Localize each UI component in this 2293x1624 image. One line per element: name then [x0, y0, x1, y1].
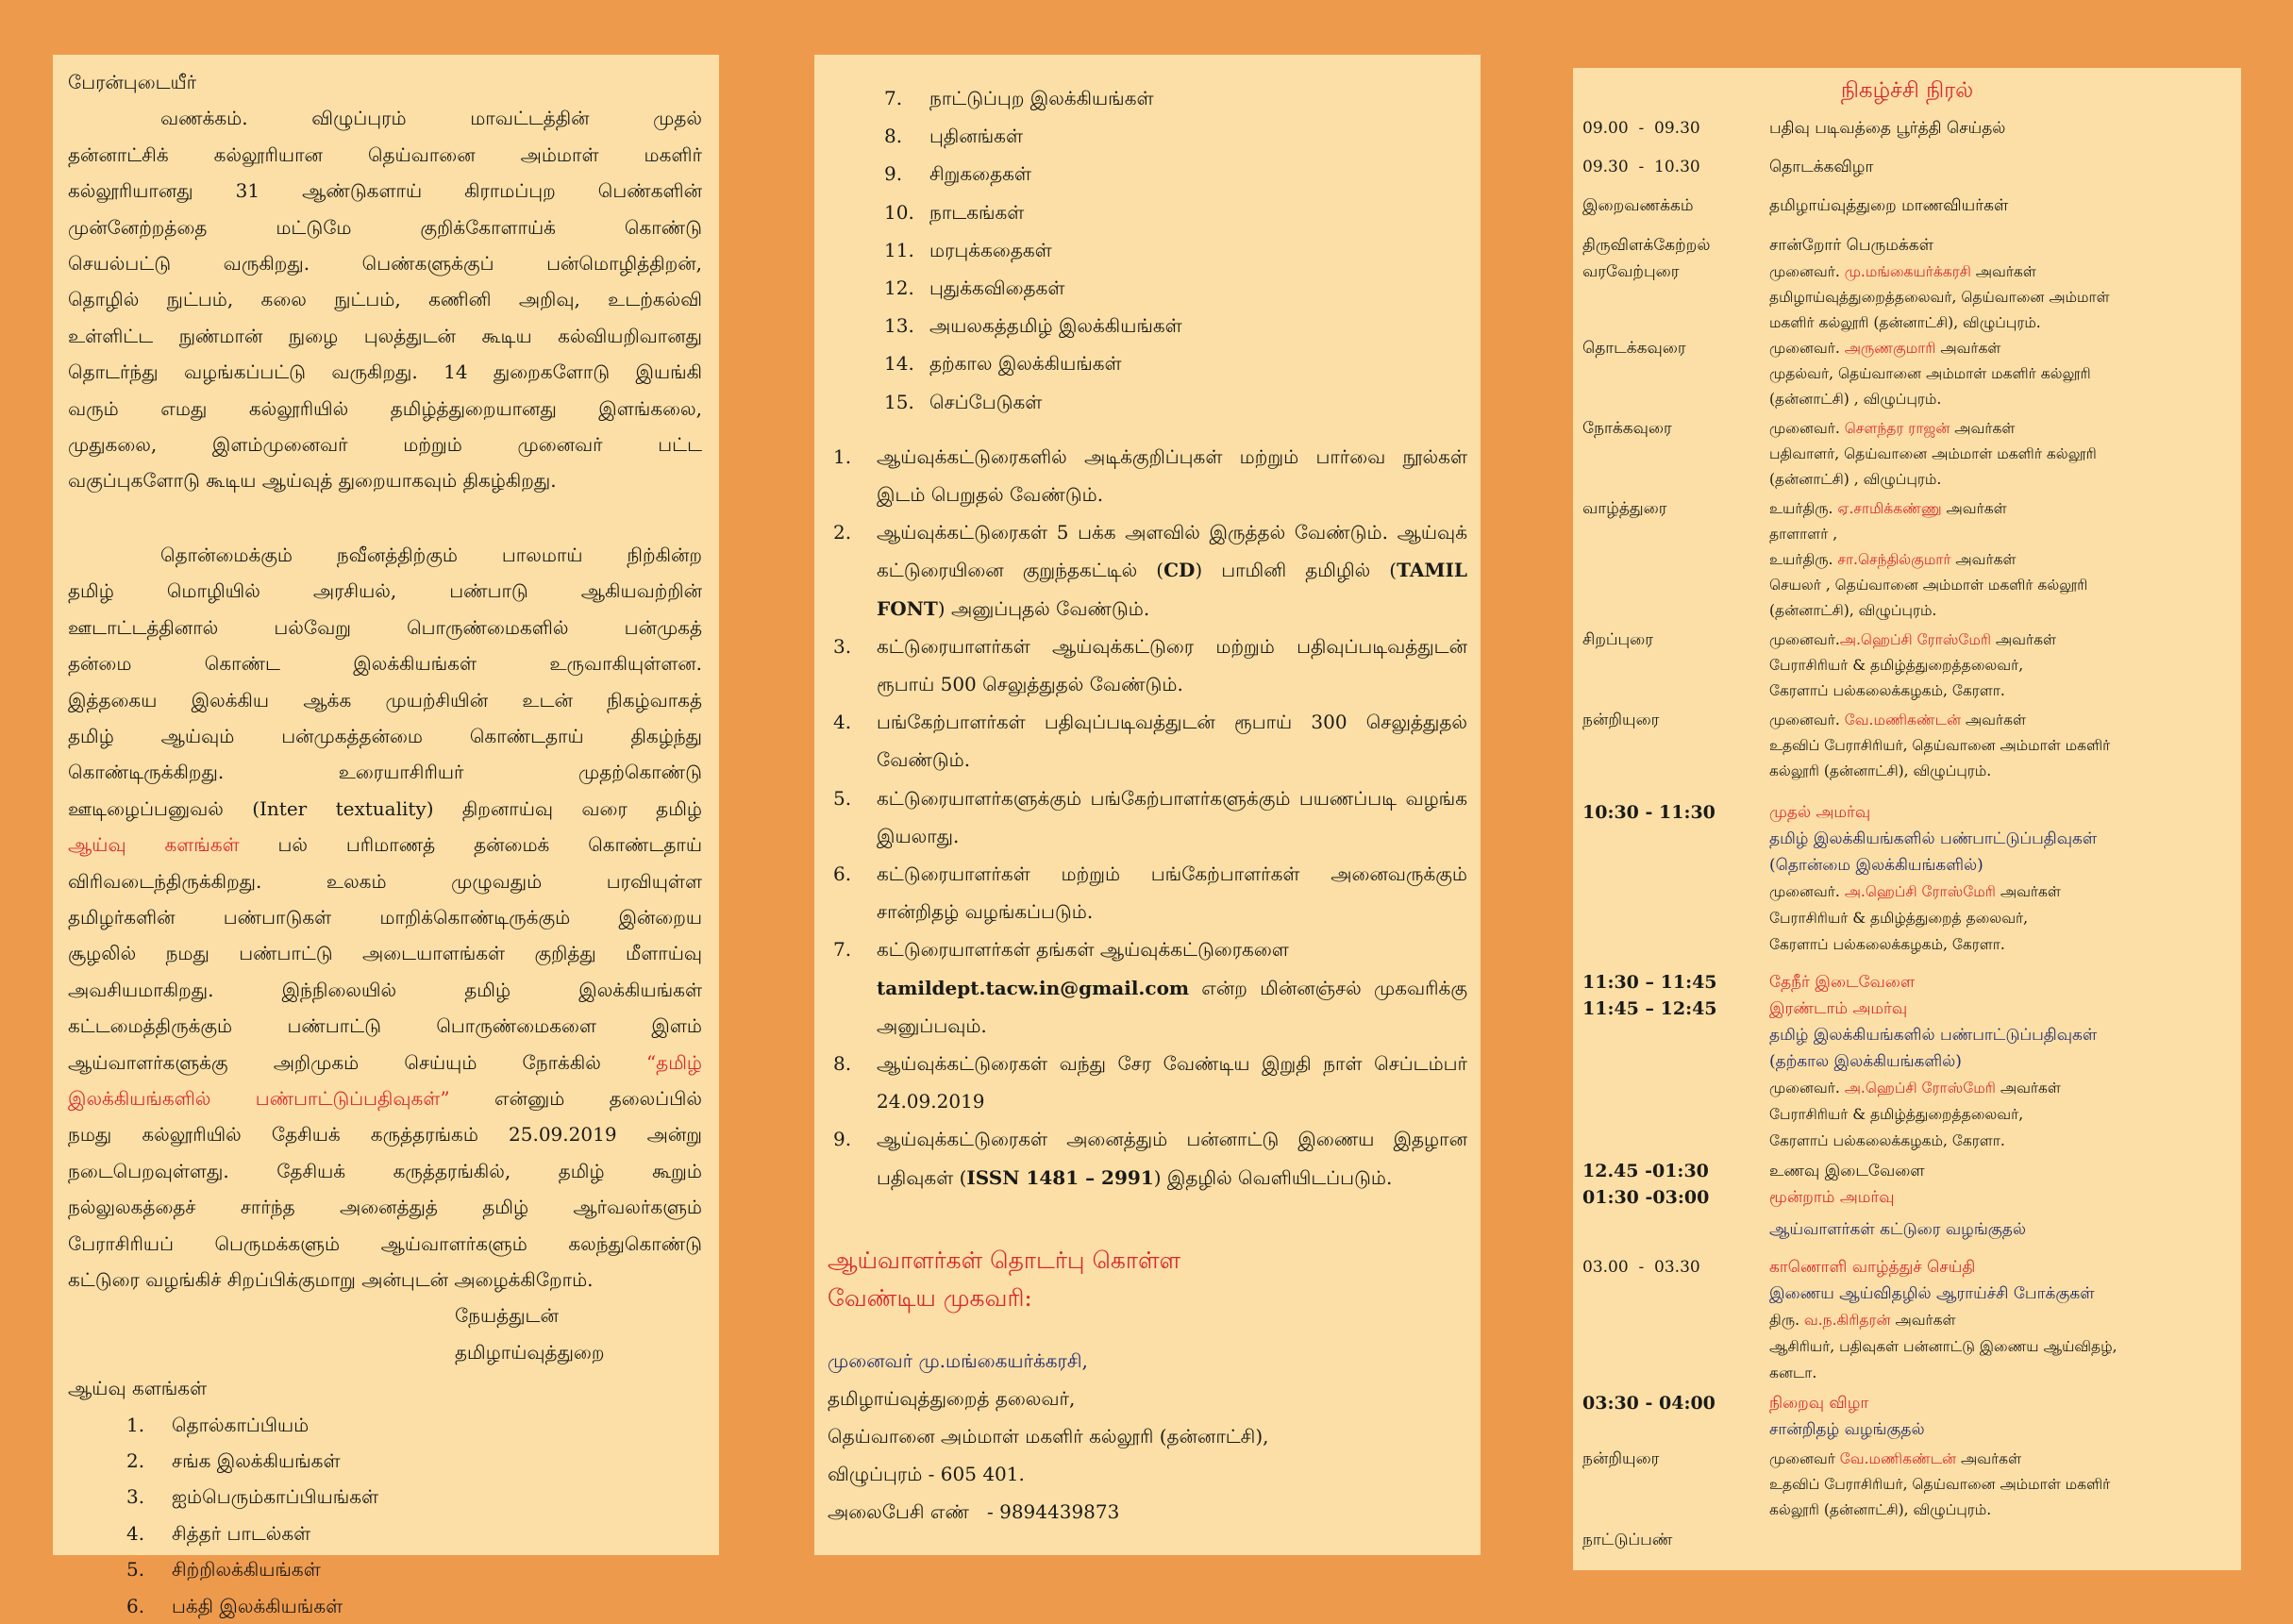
schedule-row: நன்றியுரை முனைவர் வே.மணிகண்டன் அவர்கள் உதவிப் பேராசிரியர், தெய்வானை அம்மாள் மகளிர் கல்லூரி (தன்னாட்சி), விழுப்புரம்.	[1582, 1449, 2111, 1518]
body-line: சூழலில் நமது பண்பாட்டு அடையாளங்கள் குறித்து மீளாய்வு	[68, 942, 702, 965]
greeting: பேரன்புடையீர்	[68, 71, 197, 93]
seminar-title: இலக்கியங்களில் பண்பாட்டுப்பதிவுகள்”	[68, 1086, 450, 1110]
email-link[interactable]: tamildept.tacw.in@gmail.com	[877, 976, 1190, 999]
schedule-title: நிகழ்ச்சி நிரல்	[1840, 78, 1974, 103]
schedule-panel	[1573, 68, 2241, 1570]
signoff: நேயத்துடன்	[455, 1304, 559, 1328]
intro-line: உள்ளிட்ட நுண்மான் நுழை புலத்துடன் கூடிய கல்வியறிவானது	[68, 324, 702, 347]
body-line: அவசியமாகிறது. இந்நிலையில் தமிழ் இலக்கியங்கள்	[68, 978, 702, 1001]
list-item: 4. சித்தர் பாடல்கள்	[126, 1521, 311, 1545]
body-line: ஆய்வு களங்கள் பல் பரிமாணத் தன்மைக் கொண்டதாய்	[68, 833, 703, 857]
session-row: 03.00 - 03.30 காணொளி வாழ்த்துச் செய்தி இணைய ஆய்விதழில் ஆராய்ச்சி போக்குகள் திரு. வ.ந.கிரிதரன் அவர்கள் ஆசிரியர், பதிவுகள் பன்னாட்டு இணைய ஆய்விதழ், கனடா.	[1582, 1258, 2117, 1381]
session-row: 11:45 – 12:45 இரண்டாம் அமர்வு தமிழ் இலக்கியங்களில் பண்பாட்டுப்பதிவுகள் (தற்கால இலக்கியங்களில்) முனைவர். அ.ஹெப்சி ரோஸ்மேரி அவர்கள் பேராசிரியர் & தமிழ்த்துறைத்தலைவர், கேரளாப் பல்கலைக்கழகம், கேரளா.	[1582, 998, 2098, 1149]
body-line: நடைபெறவுள்ளது. தேசியக் கருத்தரங்கில், தமிழ் கூறும்	[68, 1159, 702, 1182]
list-item: 9. சிறுகதைகள்	[884, 162, 1031, 186]
guideline-item: 2. ஆய்வுக்கட்டுரைகள் 5 பக்க அளவில் இருத்தல் வேண்டும். ஆய்வுக் கட்டுரையினை குறுந்தகட்டில் (CD) பாமினி தமிழில் (TAMIL FONT) அனுப்புதல் வேண்டும்.	[833, 521, 1467, 620]
intro-line: வணக்கம். விழுப்புரம் மாவட்டத்தின் முதல்	[160, 107, 702, 130]
session-row: 10:30 - 11:30 முதல் அமர்வு தமிழ் இலக்கியங்களில் பண்பாட்டுப்பதிவுகள் (தொன்மை இலக்கியங்களில்) முனைவர். அ.ஹெப்சி ரோஸ்மேரி அவர்கள் பேராசிரியர் & தமிழ்த்துறைத் தலைவர், கேரளாப் பல்கலைக்கழகம், கேரளா.	[1582, 802, 2098, 953]
body-line: இத்தகைய இலக்கிய ஆக்க முயற்சியின் உடன் நிகழ்வாகத்	[68, 688, 702, 712]
intro-line: தொழில் நுட்பம், கலை நுட்பம், கணினி அறிவு, உடற்கல்வி	[68, 288, 702, 311]
list-item: 7. நாட்டுப்புற இலக்கியங்கள்	[884, 87, 1154, 109]
list-item: 11. மரபுக்கதைகள்	[884, 238, 1052, 261]
body-line: ஊடாட்டத்தினால் பல்வேறு பொருண்மைகளில் பன்முகத்	[68, 615, 702, 639]
intro-line: வகுப்புகளோடு கூடிய ஆய்வுத் துறையாகவும் திகழ்கிறது.	[68, 469, 557, 493]
list-item: 3. ஐம்பெரும்காப்பியங்கள்	[126, 1485, 379, 1509]
intro-line: முதுகலை, இளம்முனைவர் மற்றும் முனைவர் பட்ட	[68, 433, 702, 457]
list-item: 5. சிற்றிலக்கியங்கள்	[126, 1558, 321, 1582]
intro-line: கல்லூரியானது 31 ஆண்டுகளாய் கிராமப்புற பெண்களின்	[68, 179, 702, 203]
phone-number: அலைபேசி எண் - 9894439873	[828, 1499, 1120, 1523]
intro-line: தொடர்ந்து வழங்கப்பட்டு வருகிறது. 14 துறைகளோடு இயங்கி	[68, 360, 702, 384]
guideline-item: 3. கட்டுரையாளர்கள் ஆய்வுக்கட்டுரை மற்றும் பதிவுப்படிவத்துடன் ரூபாய் 500 செலுத்துதல் வேண்டும்.	[833, 634, 1467, 696]
body-paragraph	[68, 537, 702, 1298]
body-line: கொண்டிருக்கிறது. உரையாசிரியர் முதற்கொண்டு	[68, 761, 702, 784]
schedule-row: நாட்டுப்பண்	[1582, 1531, 1673, 1549]
list-item: 13. அயலகத்தமிழ் இலக்கியங்கள்	[884, 314, 1182, 338]
fields-heading: ஆய்வு களங்கள்	[68, 1377, 208, 1400]
list-item: 12. புதுக்கவிதைகள்	[884, 276, 1065, 300]
address-line: தெய்வானை அம்மாள் மகளிர் கல்லூரி (தன்னாட்சி),	[828, 1424, 1269, 1448]
intro-line: செயல்பட்டு வருகிறது. பெண்களுக்குப் பன்மொழித்திறன்,	[68, 252, 702, 276]
schedule-row: திருவிளக்கேற்றல் சான்றோர் பெருமக்கள்	[1582, 236, 1933, 255]
body-line: தமிழ் மொழியில் அரசியல், பண்பாடு ஆகியவற்றின்	[68, 579, 702, 603]
schedule-row: வாழ்த்துரை உயர்திரு. ஏ.சாமிக்கண்ணு அவர்கள் தாளாளர் , உயர்திரு. சா.செந்தில்குமார் அவர்கள் செயலர் , தெய்வானை அம்மாள் மகளிர் கல்லூரி (தன்னாட்சி), விழுப்புரம்.	[1582, 499, 2088, 619]
highlight-fields: ஆய்வு களங்கள்	[68, 833, 240, 857]
contact-address	[828, 1342, 1467, 1531]
intro-line: முன்னேற்றத்தை மட்டுமே குறிக்கோளாய்க் கொண்டு	[68, 215, 702, 239]
address-line: விழுப்புரம் - 605 401.	[828, 1462, 1025, 1485]
guidelines-panel	[814, 55, 1481, 1555]
invitation-panel	[53, 55, 719, 1617]
body-line: கட்டுரை வழங்கிச் சிறப்பிக்குமாறு அன்புடன் அழைக்கிறோம்.	[68, 1268, 594, 1291]
schedule-row: 09.00 - 09.30 பதிவு படிவத்தை பூர்த்தி செய்தல்	[1582, 119, 2006, 138]
body-line: தமிழர்களின் பண்பாடுகள் மாறிக்கொண்டிருக்கும் இன்றைய	[68, 905, 702, 929]
intro-line: தன்னாட்சிக் கல்லூரியான தெய்வானை அம்மாள் மகளிர்	[68, 142, 702, 166]
intro-line: வரும் எமது கல்லூரியில் தமிழ்த்துறையானது இளங்கலை,	[68, 396, 702, 420]
contact-heading: ஆய்வாளர்கள் தொடர்பு கொள்ள வேண்டிய முகவரி:	[828, 1246, 1181, 1312]
guideline-item: 1. ஆய்வுக்கட்டுரைகளில் அடிக்குறிப்புகள் மற்றும் பார்வை நூல்கள் இடம் பெறுதல் வேண்டும்.	[833, 444, 1467, 507]
body-line: தமிழ் ஆய்வும் பன்முகத்தன்மை கொண்டதாய் திகழ்ந்து	[68, 724, 702, 747]
body-line: நமது கல்லூரியில் தேசியக் கருத்தரங்கம் 25.09.2019 அன்று	[68, 1123, 702, 1147]
list-item: 8. புதினங்கள்	[884, 125, 1024, 148]
body-line: பேராசிரியப் பெருமக்களும் ஆய்வாளர்களும் கலந்துகொண்டு	[68, 1231, 702, 1255]
body-line: நல்லுலகத்தைச் சார்ந்த அனைத்துத் தமிழ் ஆர்வலர்களும்	[68, 1196, 702, 1219]
signature-dept: தமிழாய்வுத்துறை	[455, 1340, 605, 1364]
fields-list	[68, 1407, 702, 1624]
body-line: இலக்கியங்களில் பண்பாட்டுப்பதிவுகள்” என்னும் தலைப்பில்	[68, 1086, 702, 1110]
schedule-row: நன்றியுரை முனைவர். வே.மணிகண்டன் அவர்கள் உதவிப் பேராசிரியர், தெய்வானை அம்மாள் மகளிர் கல்லூரி (தன்னாட்சி), விழுப்புரம்.	[1582, 711, 2111, 779]
list-item: 6. பக்தி இலக்கியங்கள்	[126, 1594, 343, 1617]
body-line: கட்டமைத்திருக்கும் பண்பாட்டு பொருண்மைகளை இளம்	[68, 1014, 702, 1038]
guideline-item: 8. ஆய்வுக்கட்டுரைகள் வந்து சேர வேண்டிய இறுதி நாள் செப்டம்பர் 24.09.2019	[833, 1052, 1467, 1113]
guideline-item: 6. கட்டுரையாளர்கள் மற்றும் பங்கேற்பாளர்கள் அனைவருக்கும் சான்றிதழ் வழங்கப்படும்.	[833, 862, 1467, 924]
guideline-item: 4. பங்கேற்பாளர்கள் பதிவுப்படிவத்துடன் ரூபாய் 300 செலுத்துதல் வேண்டும்.	[833, 711, 1467, 772]
body-line: விரிவடைந்திருக்கிறது. உலகம் முழுவதும் பரவியுள்ள	[68, 869, 702, 893]
session-row: 01:30 -03:00 மூன்றாம் அமர்வு ஆய்வாளர்கள் கட்டுரை வழங்குதல்	[1582, 1187, 2026, 1239]
session-row: 03:30 - 04:00 நிறைவு விழா சான்றிதழ் வழங்குதல்	[1582, 1393, 1925, 1439]
schedule-row: இறைவணக்கம் தமிழாய்வுத்துறை மாணவியர்கள்	[1582, 196, 2009, 215]
session-row: 12.45 -01:30 உணவு இடைவேளை	[1582, 1161, 1925, 1181]
body-line: ஊடிழைப்பனுவல் (Inter textuality) திறனாய்வு வரை தமிழ்	[68, 796, 702, 820]
seminar-title: “தமிழ்	[645, 1050, 702, 1074]
list-item: 14. தற்கால இலக்கியங்கள்	[884, 352, 1122, 376]
schedule-row: சிறப்புரை முனைவர்.அ.ஹெப்சி ரோஸ்மேரி அவர்கள் பேராசிரியர் & தமிழ்த்துறைத்தலைவர், கேரளாப் பல்கலைக்கழகம், கேரளா.	[1582, 630, 2056, 699]
schedule-row: வரவேற்புரை முனைவர். மு.மங்கையர்க்கரசி அவர்கள் தமிழாய்வுத்துறைத்தலைவர், தெய்வானை அம்மாள் மகளிர் கல்லூரி (தன்னாட்சி), விழுப்புரம்.	[1582, 262, 2110, 331]
intro-paragraph	[68, 100, 702, 498]
list-item: 10. நாடகங்கள்	[884, 200, 1025, 224]
session-row: 11:30 – 11:45 தேநீர் இடைவேளை	[1582, 972, 1916, 993]
fields-list-continued	[828, 79, 1467, 421]
schedule-row: தொடக்கவுரை முனைவர். அருணகுமாரி அவர்கள் முதல்வர், தெய்வானை அம்மாள் மகளிர் கல்லூரி (தன்னாட்சி) , விழுப்புரம்.	[1582, 339, 2091, 408]
address-line: முனைவர் மு.மங்கையர்க்கரசி,	[828, 1348, 1088, 1372]
list-item: 1. தொல்காப்பியம்	[126, 1413, 310, 1436]
body-line: ஆய்வாளர்களுக்கு அறிமுகம் செய்யும் நோக்கில் “தமிழ்	[68, 1050, 702, 1074]
body-line: தன்மை கொண்ட இலக்கியங்கள் உருவாகியுள்ளன.	[68, 652, 702, 676]
schedule-row: நோக்கவுரை முனைவர். சௌந்தர ராஜன் அவர்கள் பதிவாளர், தெய்வானை அம்மாள் மகளிர் கல்லூரி (தன்னாட்சி) , விழுப்புரம்.	[1582, 419, 2097, 488]
guideline-item: 5. கட்டுரையாளர்களுக்கும் பங்கேற்பாளர்களுக்கும் பயணப்படி வழங்க இயலாது.	[833, 786, 1467, 847]
guideline-item: 7. கட்டுரையாளர்கள் தங்கள் ஆய்வுக்கட்டுரைகளை tamildept.tacw.in@gmail.com என்ற மின்னஞ்சல் முகவரிக்கு அனுப்பவும்.	[833, 938, 1467, 1037]
schedule-row: 09.30 - 10.30 தொடக்கவிழா	[1582, 158, 1874, 176]
body-line: தொன்மைக்கும் நவீனத்திற்கும் பாலமாய் நிற்கின்ற	[160, 543, 702, 566]
guideline-item: 9. ஆய்வுக்கட்டுரைகள் அனைத்தும் பன்னாட்டு இணைய இதழான பதிவுகள் (ISSN 1481 – 2991) இதழில் வெளியிடப்படும்.	[833, 1128, 1467, 1189]
list-item: 2. சங்க இலக்கியங்கள்	[126, 1449, 341, 1473]
address-line: தமிழாய்வுத்துறைத் தலைவர்,	[828, 1386, 1076, 1410]
list-item: 15. செப்பேடுகள்	[884, 390, 1043, 413]
guidelines-list	[828, 438, 1467, 1197]
